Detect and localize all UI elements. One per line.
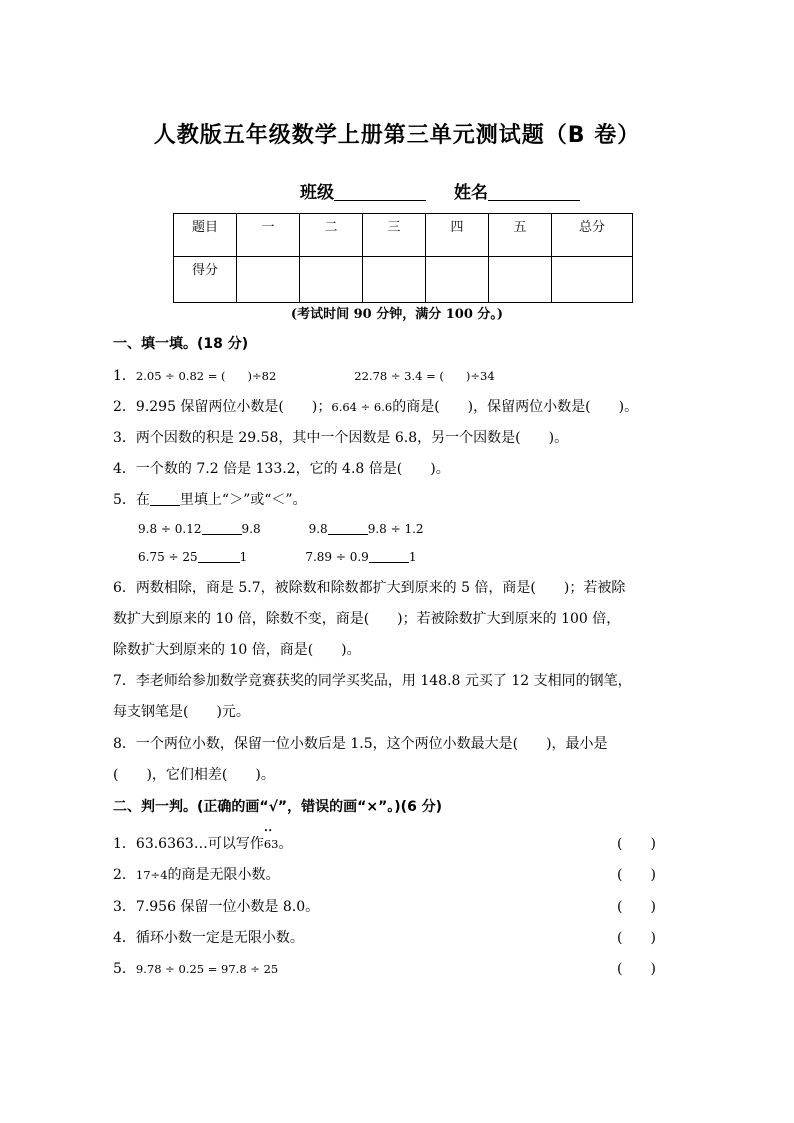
judge-item-4: 4．循环小数一定是无限小数。	[113, 930, 304, 946]
score-header-cell: 四	[426, 214, 489, 257]
score-table-header-row	[174, 214, 633, 257]
question-2: 2．9.295 保留两位小数是( )；6.64 ÷ 6.6的商是( )，保留两位小数是( )。	[113, 399, 639, 415]
question-1: 1．2.05 ÷ 0.82 = ( )÷82 22.78 ÷ 3.4 = ( )÷34	[113, 368, 495, 384]
compare-blank[interactable]	[198, 548, 240, 563]
score-header-cell: 总分	[552, 214, 633, 257]
class-label: 班级	[300, 183, 334, 203]
question-7-line-1: 7．李老师给参加数学竞赛获奖的同学买奖品，用 148.8 元买了 12 支相同的钢笔，	[113, 673, 632, 689]
compare-blank[interactable]	[202, 520, 242, 535]
judge-item-2: 2．17÷4的商是无限小数。	[113, 867, 280, 883]
score-header-cell: 二	[300, 214, 363, 257]
question-4: 4．一个数的 7.2 倍是 133.2，它的 4.8 倍是( )。	[113, 461, 450, 477]
score-header-cell: 题目	[174, 214, 237, 257]
compare-blank[interactable]	[369, 548, 409, 563]
judge-item-5: 5．9.78 ÷ 0.25 = 97.8 ÷ 25	[113, 961, 279, 977]
compare-blank[interactable]	[328, 520, 368, 535]
section1-heading: 一、填一填。(18 分)	[113, 336, 249, 352]
page-title: 人教版五年级数学上册第三单元测试题（B 卷）	[153, 123, 641, 148]
question-5-row-1: 9.8 ÷ 0.12 9.8 9.8 9.8 ÷ 1.2	[138, 522, 424, 536]
question-6-line-3: 除数扩大到原来的 10 倍，商是( )。	[113, 642, 361, 658]
question-5: 5．在 里填上“＞”或“＜”。	[113, 492, 307, 508]
student-info-line	[300, 178, 580, 203]
score-header-cell: 一	[237, 214, 300, 257]
question-3: 3．两个因数的积是 29.58，其中一个因数是 6.8，另一个因数是( )。	[113, 430, 569, 446]
score-row-label: 得分	[174, 257, 237, 303]
score-header-cell: 五	[489, 214, 552, 257]
score-table-score-row	[174, 257, 633, 303]
question-5-row-2: 6.75 ÷ 25 1 7.89 ÷ 0.9 1	[138, 550, 417, 564]
answer-bracket[interactable]: ( )	[617, 899, 656, 915]
question-6-line-2: 数扩大到原来的 10 倍，除数不变，商是( )；若被除数扩大到原来的 100 倍，	[113, 611, 621, 627]
answer-bracket[interactable]: ( )	[617, 961, 656, 977]
score-cell[interactable]	[552, 257, 633, 303]
score-header-cell: 三	[363, 214, 426, 257]
class-blank[interactable]	[334, 182, 426, 201]
score-cell[interactable]	[363, 257, 426, 303]
question-8-line-1: 8．一个两位小数，保留一位小数后是 1.5，这个两位小数最大是( )，最小是	[113, 736, 608, 752]
score-cell[interactable]	[489, 257, 552, 303]
exam-note: (考试时间 90 分钟，满分 100 分。)	[290, 307, 504, 322]
score-cell[interactable]	[300, 257, 363, 303]
score-cell[interactable]	[426, 257, 489, 303]
question-7-line-2: 每支钢笔是( )元。	[113, 704, 250, 720]
sample-blank	[150, 491, 180, 506]
name-blank[interactable]	[488, 182, 580, 201]
name-label: 姓名	[454, 183, 488, 203]
answer-bracket[interactable]: ( )	[617, 867, 656, 883]
judge-item-1: 1．63.6363…可以写作• • 63。	[113, 833, 292, 853]
answer-bracket[interactable]: ( )	[617, 836, 656, 852]
repeating-decimal-dots: • • 63	[264, 837, 279, 851]
question-6-line-1: 6．两数相除，商是 5.7，被除数和除数都扩大到原来的 5 倍，商是( )；若被除	[113, 580, 626, 596]
question-8-line-2: ( )，它们相差( )。	[113, 767, 275, 783]
score-table	[173, 213, 633, 303]
answer-bracket[interactable]: ( )	[617, 930, 656, 946]
section2-heading: 二、判一判。(正确的画“√”，错误的画“×”。)(6 分)	[113, 799, 443, 815]
judge-item-3: 3．7.956 保留一位小数是 8.0。	[113, 899, 320, 915]
score-cell[interactable]	[237, 257, 300, 303]
